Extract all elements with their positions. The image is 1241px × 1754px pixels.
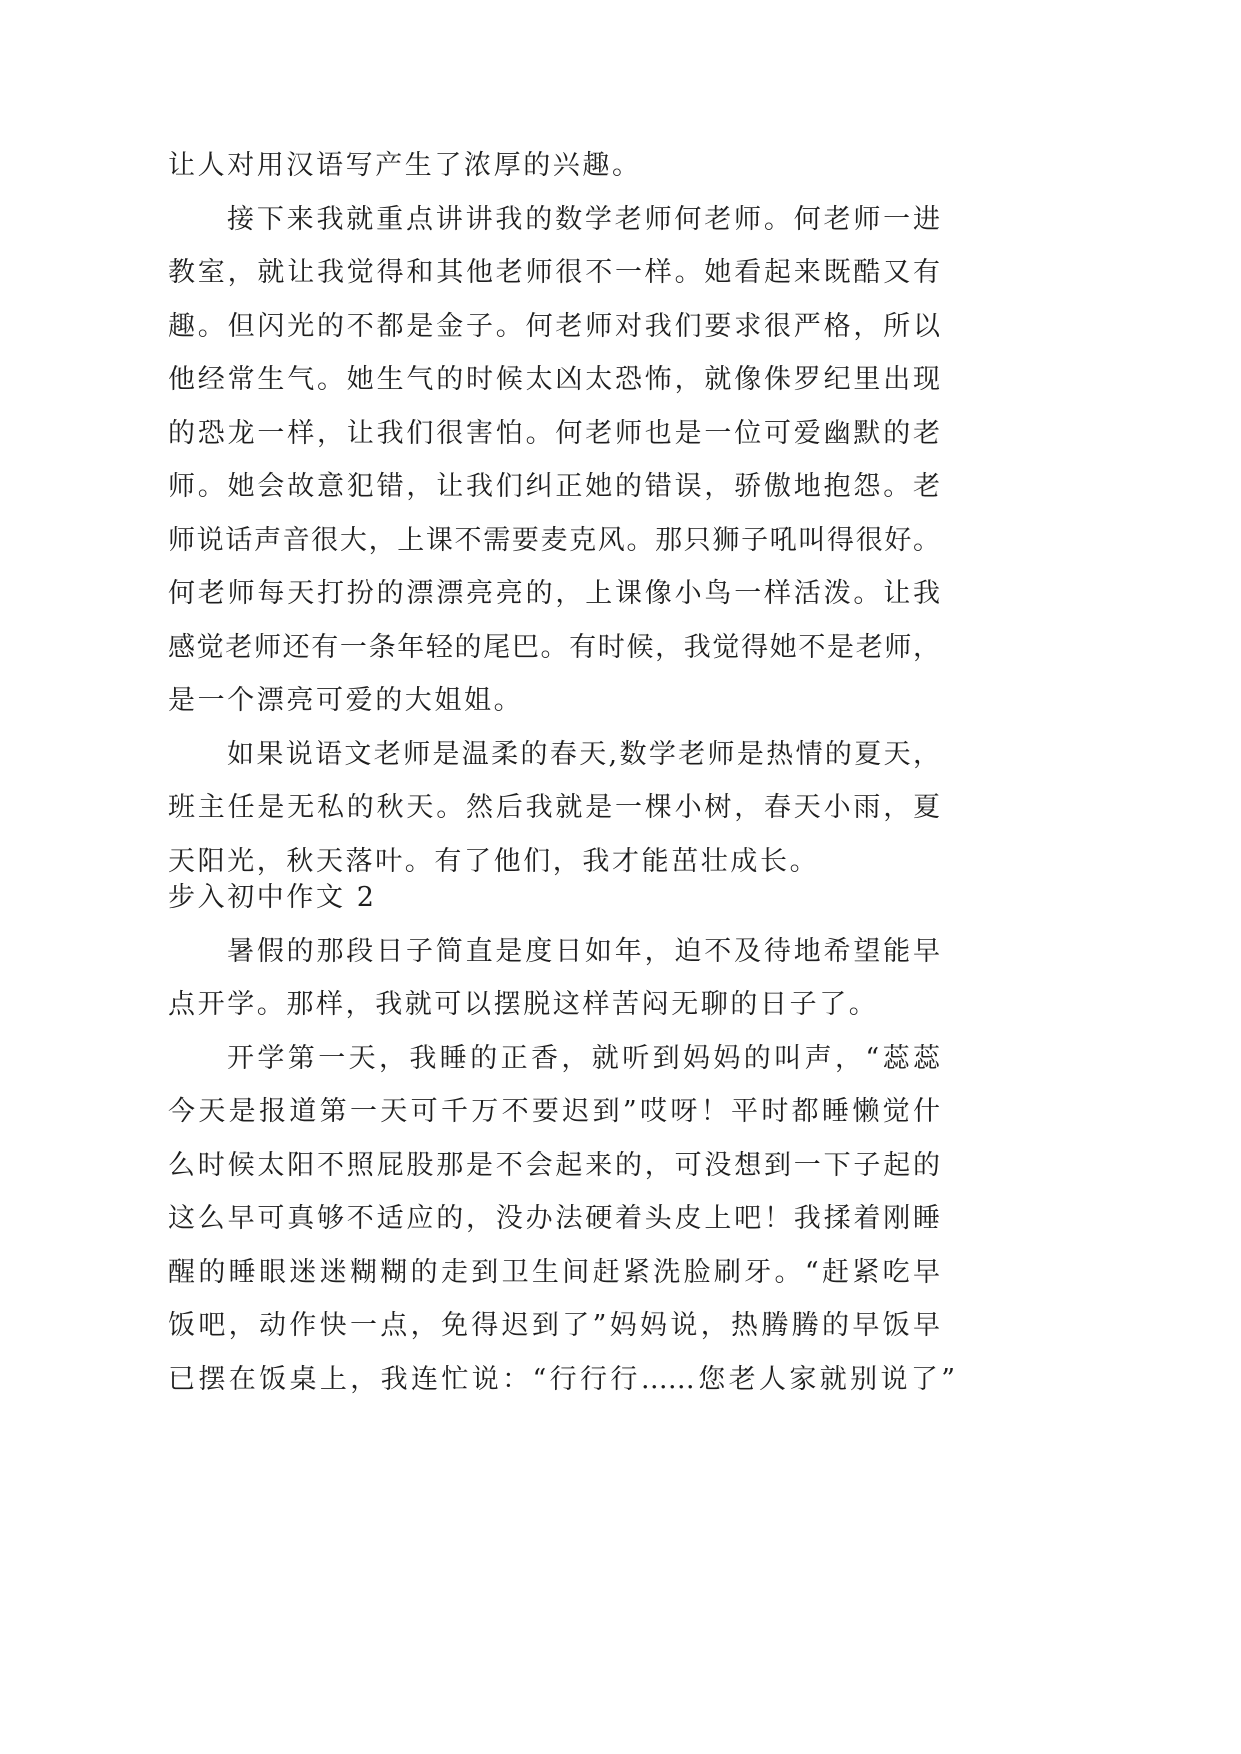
essay-title: 步入初中作文 2 [168, 882, 377, 913]
text-line: 的恐龙一样，让我们很害怕。何老师也是一位可爱幽默的老 [168, 417, 940, 449]
text-line: 班主任是无私的秋天。然后我就是一棵小树，春天小雨，夏 [168, 792, 940, 823]
text-line: 让人对用汉语写产生了浓厚的兴趣。 [168, 150, 642, 181]
text-line: 师说话声音很大，上课不需要麦克风。那只狮子吼叫得很好。 [168, 524, 940, 556]
text-line: 今天是报道第一天可千万不要迟到”哎呀！平时都睡懒觉什 [168, 1096, 940, 1127]
text-line: 如果说语文老师是温柔的春天,数学老师是热情的夏天， [227, 738, 940, 770]
text-line: 趣。但闪光的不都是金子。何老师对我们要求很严格，所以 [168, 310, 940, 342]
text-line: 饭吧，动作快一点，免得迟到了”妈妈说，热腾腾的早饭早 [168, 1310, 940, 1341]
text-line: 已摆在饭桌上，我连忙说：“行行行……您老人家就别说了” [168, 1363, 955, 1395]
text-line: 暑假的那段日子简直是度日如年，迫不及待地希望能早 [227, 935, 940, 967]
text-line: 开学第一天，我睡的正香，就听到妈妈的叫声，“蕊蕊 [227, 1042, 940, 1074]
text-line: 师。她会故意犯错，让我们纠正她的错误，骄傲地抱怨。老 [168, 471, 940, 502]
text-line: 么时候太阳不照屁股那是不会起来的，可没想到一下子起的 [168, 1149, 940, 1181]
text-line: 感觉老师还有一条年轻的尾巴。有时候，我觉得她不是老师， [168, 631, 940, 663]
text-line: 是一个漂亮可爱的大姐姐。 [168, 685, 524, 716]
text-line: 醒的睡眼迷迷糊糊的走到卫生间赶紧洗脸刷牙。“赶紧吃早 [168, 1256, 940, 1288]
text-line: 点开学。那样，我就可以摆脱这样苦闷无聊的日子了。 [168, 989, 879, 1020]
text-line: 何老师每天打扮的漂漂亮亮的，上课像小鸟一样活泼。让我 [168, 578, 940, 609]
text-line: 教室，就让我觉得和其他老师很不一样。她看起来既酷又有 [168, 257, 940, 288]
text-line: 这么早可真够不适应的，没办法硬着头皮上吧！我揉着刚睡 [168, 1203, 940, 1234]
text-line: 天阳光，秋天落叶。有了他们，我才能茁壮成长。 [168, 845, 820, 877]
text-line: 接下来我就重点讲讲我的数学老师何老师。何老师一进 [227, 203, 940, 235]
text-line: 他经常生气。她生气的时候太凶太恐怖，就像侏罗纪里出现 [168, 364, 940, 395]
